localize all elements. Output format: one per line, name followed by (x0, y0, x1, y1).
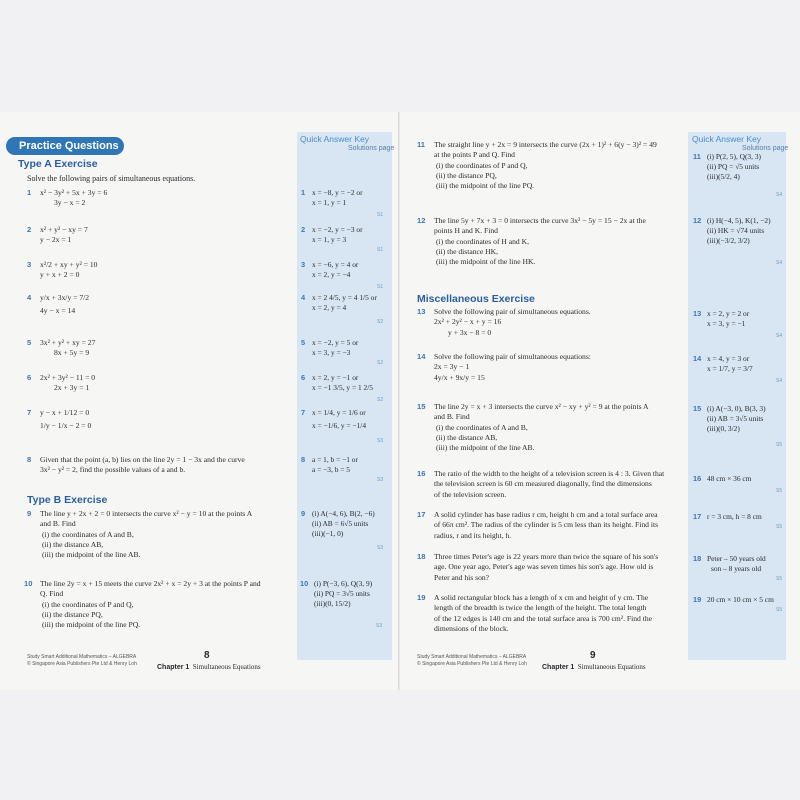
question-line: Solve the following pair of simultaneous equations. (434, 307, 591, 316)
footer-line: © Singapore Asia Publishers Pte Ltd & Henry Loh (27, 661, 137, 667)
solution-ref: S2 (377, 360, 384, 366)
chapter-footer (542, 663, 646, 671)
answer-line: (iii)(0, 3/2) (707, 423, 740, 433)
question-line: dimensions of the block. (434, 623, 509, 633)
question-line: 3x² + y² + xy = 27 (40, 338, 96, 347)
answer-number: 14 (693, 354, 702, 363)
question-number: 1 (27, 188, 32, 197)
question-line: 2x² + 2y² − x + y = 16 (434, 317, 502, 327)
solution-ref: S2 (377, 397, 384, 403)
sub-question: (i) the coordinates of A and B, (42, 529, 134, 539)
answer-number: 2 (301, 225, 306, 234)
question-line: of 66π cm². The radius of the cylinder is 5 cm less than its height. Find its (434, 520, 659, 530)
question-line: at the points P and Q. Find (434, 150, 515, 160)
answer-line: x = 2, y = −1 or (312, 373, 359, 382)
answer-line: x = −8, y = −2 or (312, 188, 363, 197)
solution-ref: S4 (776, 192, 783, 198)
question-line: x² + y² − xy = 7 (40, 225, 88, 234)
answer-number: 8 (301, 455, 306, 464)
answer-number: 16 (693, 474, 702, 483)
answer-key-column (688, 132, 789, 660)
answer-line: (ii) PQ = 3√5 units (314, 588, 370, 598)
answer-line: (i) P(−3, 6), Q(3, 9) (314, 579, 373, 588)
question-line: 2x² + 3y² − 11 = 0 (40, 373, 96, 382)
question-line: The ratio of the width to the height of a television screen is 4 : 3. Given that (434, 469, 665, 478)
page-number: 9 (590, 650, 596, 661)
question-number: 13 (417, 307, 426, 316)
miscellaneous-heading: Miscellaneous Exercise (417, 293, 535, 305)
chapter-label: Chapter 1 (157, 664, 190, 671)
question-number: 9 (27, 509, 32, 518)
answer-number: 10 (300, 579, 309, 588)
sub-question: (iii) the midpoint of the line HK. (436, 257, 536, 266)
answer-line: (i) A(−3, 0), B(3, 3) (707, 404, 766, 413)
question-line: The straight line y + 2x = 9 intersects the curve (2x + 1)² + 6(y − 3)² = 49 (434, 140, 657, 149)
quick-answer-key-title: Quick Answer Key (300, 134, 369, 144)
question-line: 8x + 5y = 9 (54, 348, 90, 358)
question-line: 4y − x = 14 (40, 306, 76, 316)
answer-line: x = −1/6, y = −1/4 (312, 420, 367, 430)
solution-ref: S5 (776, 442, 783, 448)
question-number: 16 (417, 469, 426, 478)
right-page (400, 112, 800, 690)
question-line: 4y/x + 9x/y = 15 (434, 372, 485, 382)
question-number: 7 (27, 408, 32, 417)
answer-line: son – 8 years old (711, 563, 762, 573)
answer-line: (ii) HK = √74 units (707, 225, 765, 235)
question-line: The line 5y + 7x + 3 = 0 intersects the curve 3x² − 5y = 15 − 2x at the (434, 216, 646, 225)
answer-line: x = −2, y = 5 or (312, 338, 359, 347)
answer-line: (ii) PQ = √5 units (707, 161, 760, 171)
answer-line: (ii) AB = 3√5 units (707, 413, 764, 423)
answer-line: x = 1/7, y = 3/7 (707, 363, 753, 373)
answer-line: x = −2, y = −3 or (312, 225, 363, 234)
sub-question: (ii) the distance PQ, (436, 170, 497, 180)
question-number: 8 (27, 455, 32, 464)
question-line: y + 3x − 8 = 0 (448, 327, 492, 337)
answer-line: (ii) AB = 6√5 units (312, 518, 369, 528)
answer-line: x = 3, y = −1 (707, 318, 746, 328)
background-top (0, 0, 800, 112)
answer-line: a = −3, b = 5 (312, 464, 350, 474)
left-page (0, 112, 400, 690)
sub-question: (ii) the distance AB, (42, 539, 104, 549)
question-line: y/x + 3x/y = 7/2 (40, 293, 90, 302)
answer-line: (i) A(−4, 6), B(2, −6) (312, 509, 375, 518)
question-number: 2 (27, 225, 32, 234)
answer-line: x = −6, y = 4 or (312, 260, 359, 269)
answer-line: (iii)(−1, 0) (312, 528, 344, 538)
solution-ref: S1 (377, 284, 384, 290)
question-line: of the 12 edges is 140 cm and the total surface area is 700 cm². Find the (434, 613, 653, 623)
type-b-heading: Type B Exercise (27, 494, 108, 506)
solution-ref: S3 (376, 623, 383, 629)
answer-line: (iii)(5/2, 4) (707, 171, 740, 181)
answer-line: (iii)(−3/2, 3/2) (707, 235, 750, 245)
solution-ref: S5 (776, 576, 783, 582)
answer-line: a = 1, b = −1 or (312, 455, 358, 464)
answer-number: 19 (693, 595, 702, 604)
answer-number: 9 (301, 509, 306, 518)
answer-number: 12 (693, 216, 702, 225)
sub-question: (ii) the distance HK, (436, 246, 498, 256)
chapter-title: Simultaneous Equations (577, 663, 646, 671)
question-line: y − 2x = 1 (40, 235, 72, 245)
solution-ref: S1 (377, 212, 384, 218)
answer-number: 13 (693, 309, 702, 318)
solution-ref: S3 (377, 438, 384, 444)
chapter-label: Chapter 1 (542, 664, 575, 671)
solution-ref: S3 (377, 545, 384, 551)
question-number: 12 (417, 216, 426, 225)
answer-line: (i) H(−4, 5), K(1, −2) (707, 216, 771, 225)
question-line: Three times Peter's age is 22 years more than twice the square of his son's (434, 552, 659, 561)
sub-question: (iii) the midpoint of the line PQ. (42, 620, 141, 629)
question-line: points H and K. Find (434, 226, 498, 236)
solution-ref: S2 (377, 319, 384, 325)
sub-question: (iii) the midpoint of the line AB. (436, 443, 535, 452)
solution-ref: S4 (776, 378, 783, 384)
answer-line: x = 2, y = 4 (312, 302, 347, 312)
answer-number: 3 (301, 260, 306, 269)
answer-number: 1 (301, 188, 306, 197)
type-a-heading: Type A Exercise (18, 158, 98, 170)
sub-question: (iii) the midpoint of the line AB. (42, 550, 141, 559)
answer-line: x = 2 4/5, y = 4 1/5 or (312, 293, 377, 302)
page-number: 8 (204, 650, 210, 661)
solution-ref: S5 (776, 607, 783, 613)
answer-number: 5 (301, 338, 306, 347)
answer-number: 11 (693, 152, 701, 161)
answer-line: x = 4, y = 3 or (707, 354, 750, 363)
practice-questions-banner: Practice Questions (6, 137, 124, 155)
answer-line: x = 3, y = −3 (312, 347, 351, 357)
background-bottom (0, 690, 800, 800)
question-line: y + x + 2 = 0 (40, 270, 80, 280)
answer-line: (i) P(2, 5), Q(3, 3) (707, 152, 761, 161)
answer-line: r = 3 cm, h = 8 cm (707, 512, 762, 521)
question-line: x² − 3y² + 5x + 3y = 6 (40, 188, 108, 197)
answer-line: x = 1, y = 3 (312, 234, 347, 244)
question-line: 2x = 3y − 1 (434, 362, 470, 372)
question-line: 1/y − 1/x − 2 = 0 (40, 421, 92, 431)
question-number: 10 (24, 579, 33, 588)
solution-ref: S3 (377, 477, 384, 483)
answer-line: 48 cm × 36 cm (707, 474, 752, 483)
question-line: of the television screen. (434, 489, 507, 499)
solution-ref: S4 (776, 260, 783, 266)
question-line: radius, r and its height, h. (434, 530, 512, 540)
footer-line: Study Smart Additional Mathematics – ALGEBRA (27, 654, 137, 660)
question-number: 17 (417, 510, 426, 519)
answer-line: Peter – 50 years old (707, 554, 766, 563)
answer-line: 20 cm × 10 cm × 5 cm (707, 595, 774, 604)
question-number: 5 (27, 338, 32, 347)
question-line: 3x² − y² = 2, find the possible values of a and b. (40, 465, 186, 475)
solution-ref: S4 (776, 333, 783, 339)
chapter-title: Simultaneous Equations (192, 663, 261, 671)
solution-ref: S5 (776, 524, 783, 530)
question-line: A solid cylinder has base radius r cm, height h cm and a total surface area (434, 510, 658, 519)
sub-question: (i) the coordinates of H and K, (436, 236, 529, 246)
answer-line: x = 1, y = 1 (312, 197, 347, 207)
solution-ref: S1 (377, 247, 384, 253)
question-line: age. One year ago, Peter's age was seven times his son's age. How old is (434, 562, 654, 572)
answer-number: 18 (693, 554, 702, 563)
solutions-page-label: Solutions page (348, 145, 395, 152)
quick-answer-key-title: Quick Answer Key (692, 134, 761, 144)
question-number: 19 (417, 593, 426, 602)
sub-question: (i) the coordinates of A and B, (436, 422, 528, 432)
answer-line: (iii)(0, 15/2) (314, 598, 351, 608)
question-line: 3y − x = 2 (54, 198, 86, 208)
question-line: Solve the following pair of simultaneous equations: (434, 352, 591, 361)
question-line: Given that the point (a, b) lies on the line 2y = 1 − 3x and the curve (40, 455, 245, 464)
question-number: 14 (417, 352, 426, 361)
question-line: x²/2 + xy + y² = 10 (40, 260, 98, 269)
question-number: 18 (417, 552, 426, 561)
question-line: length of the breadth is twice the length of the height. The total length (434, 603, 647, 613)
sub-question: (ii) the distance AB, (436, 432, 498, 442)
solution-ref: S5 (776, 488, 783, 494)
answer-number: 6 (301, 373, 306, 382)
answer-number: 7 (301, 408, 306, 417)
question-number: 15 (417, 402, 426, 411)
answer-number: 15 (693, 404, 702, 413)
question-line: The line 2y = x + 3 intersects the curve x² − xy + y² = 9 at the points A (434, 402, 649, 411)
footer-line: Study Smart Additional Mathematics – ALGEBRA (417, 654, 527, 660)
sub-question: (i) the coordinates of P and Q, (42, 599, 134, 609)
question-number: 6 (27, 373, 32, 382)
question-number: 11 (417, 140, 426, 149)
type-a-intro: Solve the following pairs of simultaneous equations. (27, 174, 196, 183)
question-line: y − x + 1/12 = 0 (40, 408, 90, 417)
footer-line: © Singapore Asia Publishers Pte Ltd & Henry Loh (417, 661, 527, 667)
question-line: The line 2y = x + 15 meets the curve 2x² + x = 2y + 3 at the points P and (40, 579, 261, 588)
question-number: 3 (27, 260, 32, 269)
answer-line: x = −1 3/5, y = 1 2/5 (312, 382, 373, 392)
answer-line: x = 1/4, y = 1/6 or (312, 408, 366, 417)
question-line: The line y + 2x + 2 = 0 intersects the curve x² − y = 10 at the points A (40, 509, 253, 518)
question-line: and B. Find (434, 412, 470, 422)
solutions-page-label: Solutions page (742, 145, 789, 152)
sub-question: (ii) the distance PQ, (42, 609, 103, 619)
question-line: A solid rectangular block has a length of x cm and height of y cm. The (434, 593, 649, 602)
question-line: Q. Find (40, 589, 64, 599)
answer-number: 4 (301, 293, 306, 302)
question-line: Peter and his son? (434, 572, 490, 582)
question-number: 4 (27, 293, 32, 302)
question-line: the television screen is 60 cm measured diagonally, find the dimensions (434, 479, 652, 489)
chapter-footer (157, 663, 261, 671)
answer-line: x = 2, y = 2 or (707, 309, 750, 318)
question-line: 2x + 3y = 1 (54, 383, 90, 393)
answer-number: 17 (693, 512, 702, 521)
sub-question: (iii) the midpoint of the line PQ. (436, 181, 535, 190)
question-line: and B. Find (40, 519, 76, 529)
answer-line: x = 2, y = −4 (312, 269, 351, 279)
sub-question: (i) the coordinates of P and Q, (436, 160, 528, 170)
